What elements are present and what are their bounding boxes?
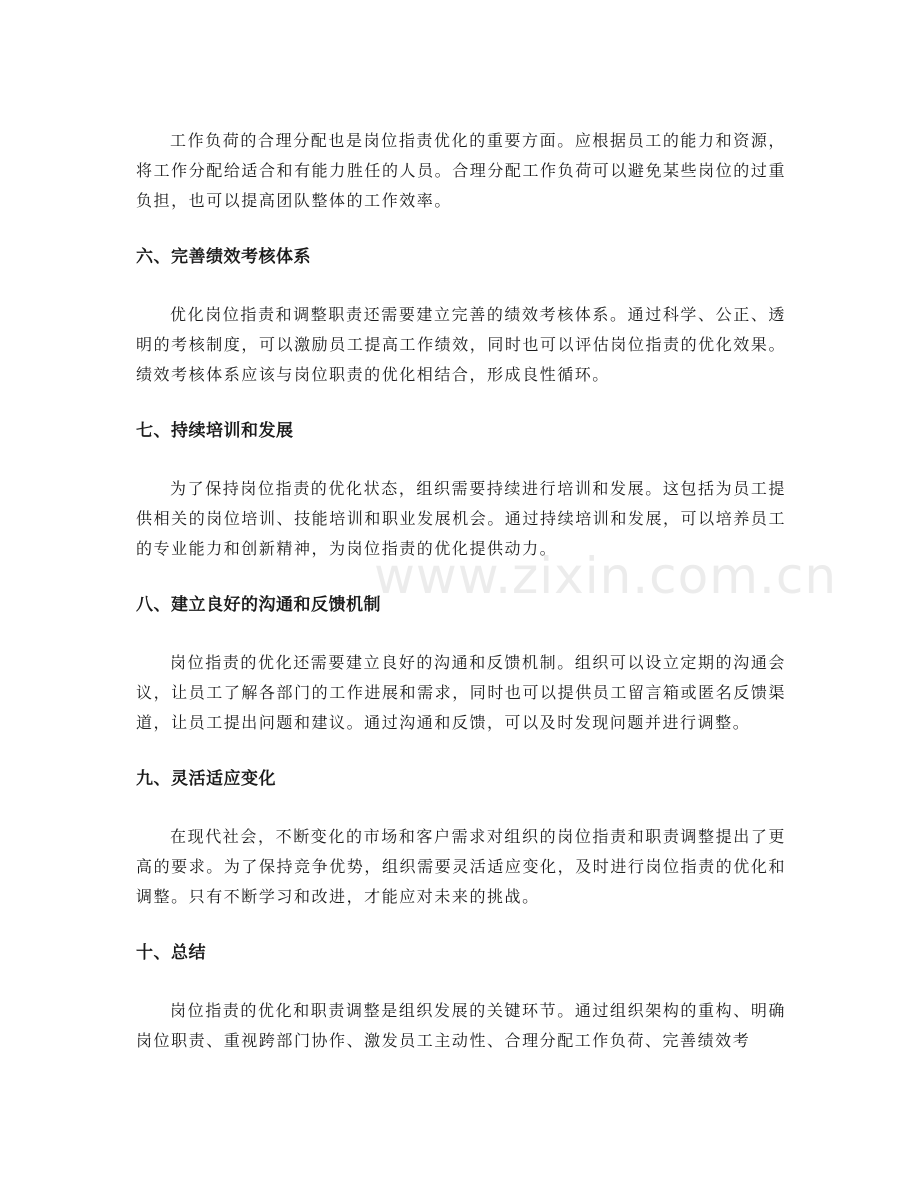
heading-section-9: 九、灵活适应变化 bbox=[136, 769, 276, 789]
watermark: www.zixin.com.cn bbox=[374, 547, 838, 605]
paragraph-summary: 岗位指责的优化和职责调整是组织发展的关键环节。通过组织架构的重构、明确岗位职责、重视跨部门协作、激发员工主动性、合理分配工作负荷、完善绩效考 bbox=[136, 1001, 786, 1050]
paragraph-performance: 优化岗位指责和调整职责还需要建立完善的绩效考核体系。通过科学、公正、透明的考核制度，可以激励员工提高工作绩效，同时也可以评估岗位指责的优化效果。绩效考核体系应该与岗位职责的优化相结合，形成良性循环。 bbox=[136, 305, 786, 384]
paragraph-training: 为了保持岗位指责的优化状态，组织需要持续进行培训和发展。这包括为员工提供相关的岗位培训、技能培训和职业发展机会。通过持续培训和发展，可以培养员工的专业能力和创新精神，为岗位指责的优化提供动力。 bbox=[136, 479, 786, 558]
paragraph-communication: 岗位指责的优化还需要建立良好的沟通和反馈机制。组织可以设立定期的沟通会议，让员工了解各部门的工作进展和需求，同时也可以提供员工留言箱或匿名反馈渠道，让员工提出问题和建议。通过沟通和反馈，可以及时发现问题并进行调整。 bbox=[136, 653, 786, 732]
paragraph-adaptation: 在现代社会，不断变化的市场和客户需求对组织的岗位指责和职责调整提出了更高的要求。为了保持竞争优势，组织需要灵活适应变化，及时进行岗位指责的优化和调整。只有不断学习和改进，才能应对未来的挑战。 bbox=[136, 827, 786, 906]
heading-section-10: 十、总结 bbox=[136, 943, 206, 963]
heading-section-8: 八、建立良好的沟通和反馈机制 bbox=[136, 595, 381, 615]
paragraph-workload: 工作负荷的合理分配也是岗位指责优化的重要方面。应根据员工的能力和资源，将工作分配给适合和有能力胜任的人员。合理分配工作负荷可以避免某些岗位的过重负担，也可以提高团队整体的工作效率。 bbox=[136, 131, 786, 210]
heading-section-7: 七、持续培训和发展 bbox=[136, 421, 294, 441]
heading-section-6: 六、完善绩效考核体系 bbox=[136, 247, 311, 267]
